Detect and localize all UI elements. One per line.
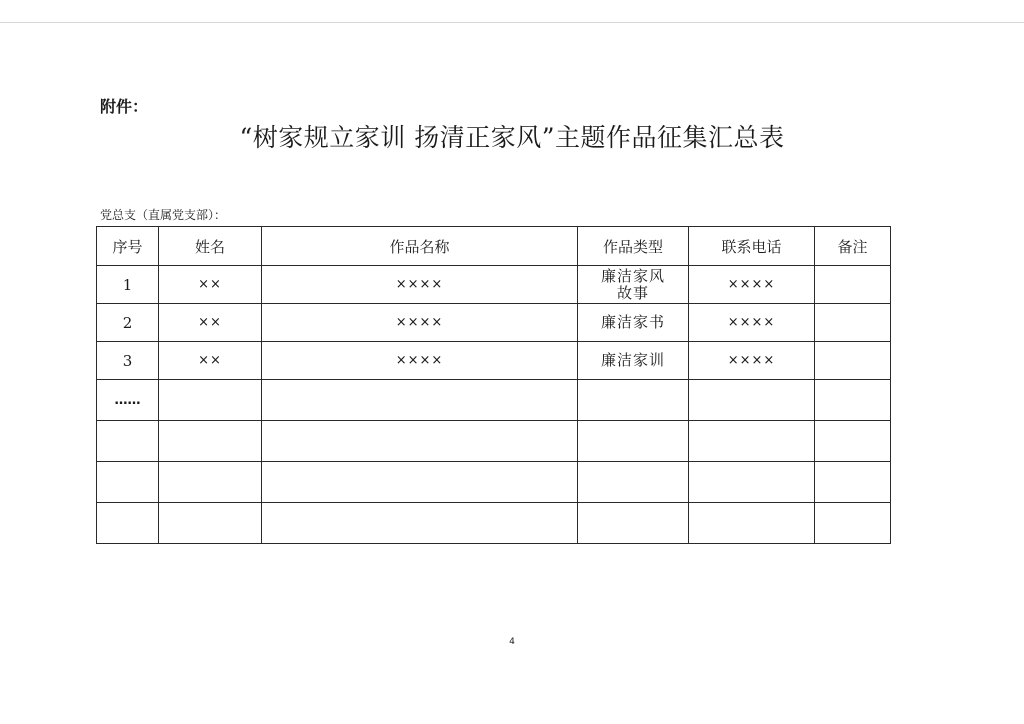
header-phone: 联系电话: [689, 227, 815, 266]
header-work-title: 作品名称: [262, 227, 578, 266]
table-row: [97, 503, 891, 544]
cell-phone: ××××: [689, 342, 815, 380]
cell-phone: [689, 421, 815, 462]
cell-note: [815, 462, 891, 503]
cell-index: 3: [97, 342, 159, 380]
table-row: [97, 266, 891, 304]
cell-name: ××: [159, 304, 262, 342]
page-number: 4: [509, 637, 515, 647]
cell-work-type: [578, 462, 689, 503]
table-row: [97, 462, 891, 503]
cell-name: [159, 421, 262, 462]
branch-label: 党总支（直属党支部）：: [100, 208, 227, 222]
table-row: [97, 421, 891, 462]
table-row: [97, 380, 891, 421]
cell-work-type: [578, 421, 689, 462]
cell-work-title: ××××: [262, 342, 578, 380]
cell-name: ××: [159, 266, 262, 304]
cell-work-title: [262, 380, 578, 421]
cell-work-type: [578, 503, 689, 544]
cell-name: [159, 462, 262, 503]
cell-note: [815, 342, 891, 380]
submission-summary-table: [96, 226, 891, 544]
table-row: [97, 342, 891, 380]
attachment-label: 附件：: [100, 97, 149, 116]
cell-phone: ××××: [689, 266, 815, 304]
scan-edge-line: [0, 22, 1024, 23]
cell-work-type: 廉洁家书: [578, 304, 689, 342]
cell-work-title: ××××: [262, 266, 578, 304]
cell-note: [815, 503, 891, 544]
cell-work-title: ××××: [262, 304, 578, 342]
header-name: 姓名: [159, 227, 262, 266]
cell-work-title: [262, 462, 578, 503]
cell-name: [159, 503, 262, 544]
header-note: 备注: [815, 227, 891, 266]
cell-phone: [689, 380, 815, 421]
table-header-row: [97, 227, 891, 266]
cell-phone: [689, 503, 815, 544]
cell-work-type: 廉洁家训: [578, 342, 689, 380]
cell-index: 1: [97, 266, 159, 304]
cell-name: ××: [159, 342, 262, 380]
cell-name: [159, 380, 262, 421]
cell-work-title: [262, 421, 578, 462]
cell-index: [97, 421, 159, 462]
cell-note: [815, 421, 891, 462]
table-row: [97, 304, 891, 342]
cell-phone: ××××: [689, 304, 815, 342]
cell-index: [97, 462, 159, 503]
cell-work-title: [262, 503, 578, 544]
cell-note: [815, 304, 891, 342]
header-index: 序号: [97, 227, 159, 266]
cell-work-type: [578, 380, 689, 421]
cell-index: [97, 503, 159, 544]
cell-index: ……: [97, 380, 159, 421]
header-work-type: 作品类型: [578, 227, 689, 266]
cell-work-type: 廉洁家风故事: [578, 266, 689, 304]
document-title: “树家规立家训 扬清正家风”主题作品征集汇总表: [239, 123, 785, 152]
cell-note: [815, 380, 891, 421]
cell-note: [815, 266, 891, 304]
cell-index: 2: [97, 304, 159, 342]
cell-phone: [689, 462, 815, 503]
